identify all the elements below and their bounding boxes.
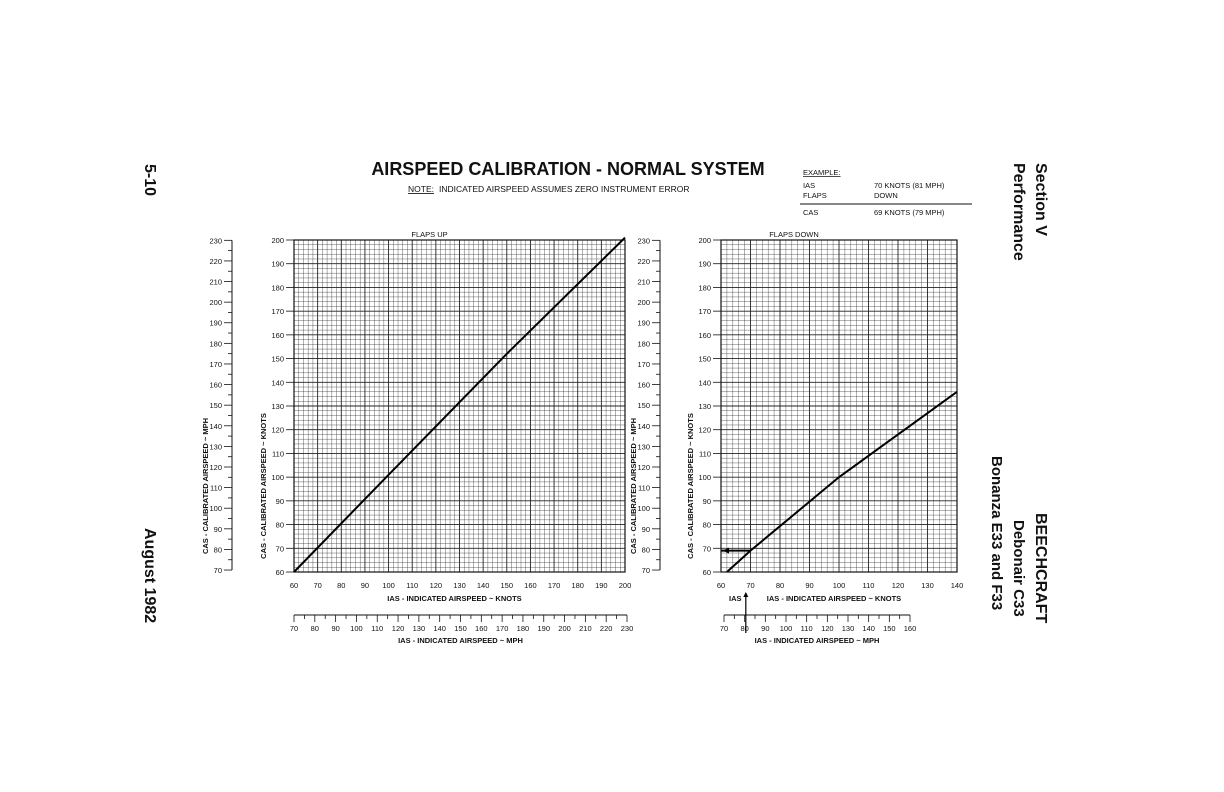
y-tick-label: 90 (275, 496, 284, 506)
y-tick-label: 180 (698, 283, 711, 293)
mph-y-tick-label: 190 (637, 318, 650, 328)
mph-x-tick-label: 120 (821, 624, 834, 633)
mph-x-tick-label: 190 (537, 624, 551, 633)
mph-y-tick-label: 80 (641, 545, 650, 555)
mph-y-tick-label: 150 (209, 401, 222, 411)
mph-x-tick-label: 110 (800, 624, 813, 633)
y-tick-label: 150 (271, 354, 284, 364)
x-tick-label: 80 (775, 581, 785, 590)
x-tick-label: 180 (571, 581, 584, 590)
page-date: August 1982 (141, 528, 158, 624)
y-tick-label: 190 (698, 259, 711, 269)
y-tick-label: 160 (698, 330, 711, 340)
x-tick-label: 150 (500, 581, 514, 590)
y-tick-label: 190 (271, 259, 284, 269)
x-tick-label: 60 (716, 581, 726, 590)
y-tick-label: 60 (275, 568, 284, 577)
y-tick-label: 80 (702, 520, 711, 530)
x-tick-label: 120 (429, 581, 443, 590)
x-tick-label: 70 (313, 581, 322, 590)
x-axis-label-mph: IAS - INDICATED AIRSPEED ~ MPH (754, 636, 880, 645)
mph-x-tick-label: 150 (454, 624, 467, 633)
y-tick-label: 110 (272, 449, 284, 459)
y-tick-label: 170 (271, 307, 284, 317)
mph-x-tick-label: 100 (779, 624, 793, 633)
mph-y-tick-label: 130 (209, 442, 222, 452)
y-tick-label: 60 (702, 568, 711, 577)
x-axis-label-knots: IAS - INDICATED AIRSPEED ~ KNOTS (387, 594, 522, 603)
note-text: INDICATED AIRSPEED ASSUMES ZERO INSTRUMENT ERROR (439, 184, 690, 194)
x-tick-label: 130 (921, 581, 934, 590)
y-tick-label: 150 (698, 354, 711, 364)
x-axis-label-mph: IAS - INDICATED AIRSPEED ~ MPH (398, 636, 523, 645)
mph-x-tick-label: 130 (412, 624, 426, 633)
y-tick-label: 70 (275, 544, 284, 554)
mph-x-tick-label: 150 (883, 624, 896, 633)
mph-x-tick-label: 100 (350, 624, 363, 633)
mph-x-tick-label: 220 (599, 624, 613, 633)
example-cas-label: CAS (803, 208, 819, 217)
mph-y-tick-label: 140 (209, 421, 222, 431)
x-tick-label: 170 (547, 581, 561, 590)
mph-x-tick-label: 70 (719, 624, 729, 633)
mph-y-tick-label: 190 (209, 318, 222, 328)
y-tick-label: 110 (699, 449, 711, 459)
x-tick-label: 200 (618, 581, 632, 590)
example-ias-label: IAS (803, 181, 816, 190)
y-axis-label-mph: CAS - CALIBRATED AIRSPEED ~ MPH (201, 417, 210, 555)
mph-y-tick-label: 210 (637, 277, 650, 287)
y-tick-label: 200 (271, 236, 284, 245)
y-tick-label: 200 (698, 236, 711, 245)
x-tick-label: 100 (832, 581, 846, 590)
y-axis-label-mph: CAS - CALIBRATED AIRSPEED ~ MPH (629, 417, 638, 555)
mph-y-tick-label: 160 (209, 380, 222, 390)
manufacturer: BEECHCRAFT (1032, 513, 1049, 624)
x-tick-label: 110 (406, 581, 419, 590)
x-axis-label-knots: IAS - INDICATED AIRSPEED ~ KNOTS (766, 594, 902, 603)
mph-y-tick-label: 90 (213, 524, 222, 534)
y-tick-label: 130 (698, 402, 711, 411)
mph-x-tick-label: 110 (371, 624, 384, 633)
y-tick-label: 120 (271, 425, 284, 435)
mph-x-tick-label: 80 (740, 624, 749, 633)
mph-y-tick-label: 100 (209, 504, 222, 514)
example-ias-arrowhead (743, 592, 748, 597)
x-tick-label: 90 (360, 581, 370, 590)
y-tick-label: 160 (271, 330, 284, 340)
mph-y-tick-label: 200 (209, 298, 222, 308)
y-axis-label-knots: CAS - CALIBRATED AIRSPEED ~ KNOTS (686, 413, 695, 559)
mph-x-tick-label: 90 (331, 624, 340, 633)
x-tick-label: 140 (950, 581, 964, 590)
mph-y-tick-label: 210 (209, 277, 222, 287)
mph-x-tick-label: 160 (903, 624, 917, 633)
mph-x-tick-label: 140 (433, 624, 446, 633)
mph-x-tick-label: 130 (841, 624, 855, 633)
note-label: NOTE: (408, 184, 434, 194)
mph-y-tick-label: 200 (637, 298, 650, 308)
section-label: Section V (1032, 163, 1049, 236)
model-line2: Bonanza E33 and F33 (988, 456, 1005, 611)
flaps-up-chart (201, 230, 633, 645)
example-cas-value: 69 KNOTS (79 MPH) (874, 208, 945, 217)
example-flaps-label: FLAPS (803, 191, 827, 200)
mph-x-tick-label: 210 (579, 624, 592, 633)
x-tick-label: 70 (746, 581, 755, 590)
x-tick-label: 160 (524, 581, 537, 590)
mph-y-tick-label: 170 (209, 359, 222, 369)
mph-y-tick-label: 140 (637, 421, 650, 431)
mph-x-tick-label: 70 (289, 624, 299, 633)
chart-title: AIRSPEED CALIBRATION - NORMAL SYSTEM (371, 159, 765, 179)
y-tick-label: 130 (271, 402, 284, 411)
mph-y-tick-label: 230 (209, 236, 222, 246)
mph-y-tick-label: 90 (641, 524, 650, 534)
mph-y-tick-label: 70 (213, 566, 222, 576)
mph-x-tick-label: 170 (495, 624, 509, 633)
y-tick-label: 70 (702, 544, 711, 554)
x-tick-label: 80 (337, 581, 346, 590)
y-tick-label: 100 (271, 473, 284, 483)
mph-y-tick-label: 160 (637, 380, 650, 390)
mph-x-tick-label: 140 (862, 624, 875, 633)
x-tick-label: 130 (453, 581, 466, 590)
x-tick-label: 110 (862, 581, 875, 590)
x-tick-label: 90 (805, 581, 814, 590)
mph-x-tick-label: 160 (475, 624, 488, 633)
y-tick-label: 120 (698, 425, 711, 435)
page-number: 5-10 (141, 164, 158, 197)
plot-title: FLAPS DOWN (769, 230, 819, 239)
x-tick-label: 60 (289, 581, 299, 590)
y-tick-label: 140 (271, 378, 284, 388)
x-tick-label: 100 (382, 581, 395, 590)
mph-x-tick-label: 120 (391, 624, 405, 633)
mph-y-tick-label: 110 (638, 483, 650, 493)
mph-y-tick-label: 120 (209, 462, 222, 472)
y-axis-label-knots: CAS - CALIBRATED AIRSPEED ~ KNOTS (259, 413, 268, 559)
example-label: EXAMPLE: (803, 168, 841, 177)
y-tick-label: 180 (271, 283, 284, 293)
mph-y-tick-label: 230 (637, 236, 650, 246)
x-tick-label: 120 (891, 581, 905, 590)
x-tick-label: 140 (476, 581, 490, 590)
mph-y-tick-label: 180 (209, 339, 222, 349)
plot-title: FLAPS UP (411, 230, 448, 239)
model-line1: Debonair C33 (1010, 520, 1027, 617)
mph-y-tick-label: 150 (637, 401, 650, 411)
mph-y-tick-label: 100 (637, 504, 650, 514)
mph-y-tick-label: 170 (637, 359, 650, 369)
flaps-down-chart (629, 230, 963, 645)
y-tick-label: 100 (698, 473, 711, 483)
mph-x-tick-label: 90 (761, 624, 770, 633)
mph-x-tick-label: 230 (620, 624, 634, 633)
example-ias-value: 70 KNOTS (81 MPH) (874, 181, 945, 190)
mph-y-tick-label: 70 (641, 566, 650, 576)
mph-y-tick-label: 180 (637, 339, 650, 349)
mph-y-tick-label: 110 (210, 483, 222, 493)
y-tick-label: 140 (698, 378, 711, 388)
mph-y-tick-label: 120 (637, 462, 650, 472)
section-name: Performance (1010, 163, 1027, 261)
mph-y-tick-label: 220 (209, 256, 222, 266)
mph-x-tick-label: 180 (516, 624, 530, 633)
y-tick-label: 170 (698, 307, 711, 317)
mph-y-tick-label: 130 (637, 442, 650, 452)
y-tick-label: 90 (702, 496, 711, 506)
x-tick-label: 190 (595, 581, 608, 590)
mph-x-tick-label: 80 (310, 624, 319, 633)
example-flaps-value: DOWN (874, 191, 898, 200)
example-ias-label: IAS (729, 594, 742, 603)
y-tick-label: 80 (275, 520, 284, 530)
mph-y-tick-label: 220 (637, 256, 650, 266)
mph-y-tick-label: 80 (213, 545, 222, 555)
mph-x-tick-label: 200 (558, 624, 571, 633)
